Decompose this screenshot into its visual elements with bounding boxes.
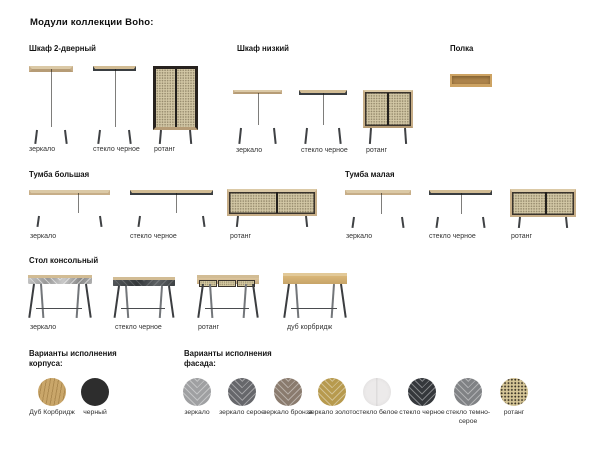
product-tumbabig-blackglass [130, 190, 213, 216]
product-wardrobelow-mirror [233, 90, 282, 128]
door-divider [175, 69, 177, 127]
leg [252, 284, 258, 318]
product-wardrobe2-blackglass [93, 66, 136, 130]
door-divider [176, 193, 177, 213]
leg [189, 130, 192, 144]
leg [209, 284, 213, 318]
swatch-label: стекло черное [399, 409, 445, 416]
stretcher [121, 308, 165, 310]
section-title-tumba-big: Тумба большая [29, 170, 90, 179]
swatch-mirror [183, 378, 211, 406]
swatch-black [81, 378, 109, 406]
leg [283, 284, 289, 318]
product-wardrobelow-blackglass [299, 90, 347, 128]
leg [338, 128, 342, 144]
page-title: Модули коллекции Boho: [30, 17, 154, 28]
variant-label: зеркало [236, 147, 263, 154]
leg [202, 216, 206, 227]
leg [242, 284, 246, 318]
variant-label: ротанг [511, 233, 533, 240]
tabletop [197, 275, 259, 284]
leg [238, 128, 242, 144]
swatch-label: стекло темно-серое [445, 409, 491, 425]
leg [114, 286, 120, 318]
swatch-label: черный [83, 409, 107, 416]
tabletop [28, 275, 92, 284]
leg [304, 128, 308, 144]
leg [99, 216, 103, 227]
swatch-label: ротанг [503, 409, 525, 416]
sideboard-front [345, 190, 411, 195]
product-wardrobelow-rattan [363, 90, 413, 128]
leg [236, 216, 239, 227]
leg [482, 217, 486, 228]
door-divider [381, 193, 382, 214]
section-title-tumba-small: Тумба малая [345, 170, 395, 179]
leg [295, 284, 299, 318]
leg [137, 216, 141, 227]
door-divider [276, 192, 278, 213]
product-tumbabig-mirror [29, 190, 110, 216]
swatch-label: зеркало [184, 409, 210, 416]
door-divider [323, 93, 324, 125]
sideboard-front [130, 190, 213, 195]
stretcher [205, 308, 249, 310]
door-divider [387, 93, 389, 125]
section-title-console: Стол консольный [29, 256, 99, 265]
variant-label: ротанг [366, 147, 388, 154]
variant-label: зеркало [30, 324, 57, 331]
product-console-mirror [28, 275, 92, 318]
leg [34, 130, 38, 144]
door-divider [258, 93, 259, 125]
door-divider [461, 193, 462, 214]
sideboard-front [510, 189, 576, 217]
section-title-shelf: Полка [450, 44, 474, 53]
door-divider [51, 69, 52, 127]
product-tumbasmall-mirror [345, 190, 411, 217]
section-title-facade-options: Варианты исполнения фасада: [184, 349, 272, 368]
product-tumbasmall-blackglass [429, 190, 492, 217]
leg [97, 130, 101, 144]
leg [168, 286, 174, 318]
leg [518, 217, 521, 228]
leg [64, 130, 68, 144]
product-wardrobe2-mirror [29, 66, 73, 130]
swatch-label: зеркало бронза [263, 409, 313, 416]
leg [197, 284, 203, 318]
door-divider [115, 69, 116, 127]
leg [128, 130, 132, 144]
leg [565, 217, 568, 228]
sideboard-front [227, 189, 317, 216]
leg [85, 284, 91, 318]
variant-label: зеркало [30, 233, 57, 240]
leg [404, 128, 407, 144]
leg [273, 128, 277, 144]
variant-label: дуб корбридж [287, 324, 333, 331]
door-divider [78, 193, 79, 213]
product-shelf [450, 74, 492, 87]
variant-label: стекло черное [115, 324, 162, 331]
leg [340, 284, 346, 318]
leg [435, 217, 439, 228]
section-title-body-options: Варианты исполнения корпуса: [29, 349, 117, 368]
leg [40, 284, 44, 318]
swatch-oak-corbridge [38, 378, 66, 406]
leg [28, 284, 34, 318]
product-wardrobe2-rattan [153, 66, 198, 130]
variant-label: стекло черное [93, 146, 140, 153]
product-tumbasmall-rattan [510, 189, 576, 217]
swatch-mirror-grey [228, 378, 256, 406]
drawer-front [219, 281, 235, 286]
leg [305, 216, 308, 227]
leg [369, 128, 372, 144]
leg [75, 284, 79, 318]
section-title-wardrobe2: Шкаф 2-дверный [29, 44, 96, 53]
leg [351, 217, 355, 228]
product-console-rattan [197, 275, 259, 318]
swatch-label: Дуб Корбридж [29, 409, 75, 416]
swatch-glass-darkgrey [454, 378, 482, 406]
variant-label: стекло черное [130, 233, 177, 240]
leg [159, 130, 162, 144]
leg [158, 286, 162, 318]
variant-label: зеркало [29, 146, 56, 153]
tabletop [113, 277, 175, 286]
leg [401, 217, 405, 228]
section-title-wardrobe-low: Шкаф низкий [237, 44, 289, 53]
variant-label: ротанг [230, 233, 252, 240]
swatch-mirror-bronze [274, 378, 302, 406]
product-tumbabig-rattan [227, 189, 317, 216]
stretcher [36, 308, 82, 310]
swatch-label: зеркало серое [219, 409, 265, 416]
tabletop [283, 273, 347, 284]
swatch-glass-black [408, 378, 436, 406]
swatch-label: стекло белое [356, 409, 398, 416]
leg [330, 284, 334, 318]
product-console-blackglass [113, 277, 175, 318]
variant-label: ротанг [198, 324, 220, 331]
stretcher [291, 308, 337, 310]
variant-label: зеркало [346, 233, 373, 240]
variant-label: ротанг [154, 146, 176, 153]
leg [36, 216, 40, 227]
swatch-mirror-gold [318, 378, 346, 406]
leg [125, 286, 129, 318]
door-divider [545, 192, 547, 214]
swatch-label: зеркало золото [307, 409, 357, 416]
swatch-rattan [500, 378, 528, 406]
variant-label: стекло черное [301, 147, 348, 154]
product-console-oak [283, 273, 347, 318]
sideboard-front [29, 190, 110, 195]
swatch-glass-white [363, 378, 391, 406]
variant-label: стекло черное [429, 233, 476, 240]
